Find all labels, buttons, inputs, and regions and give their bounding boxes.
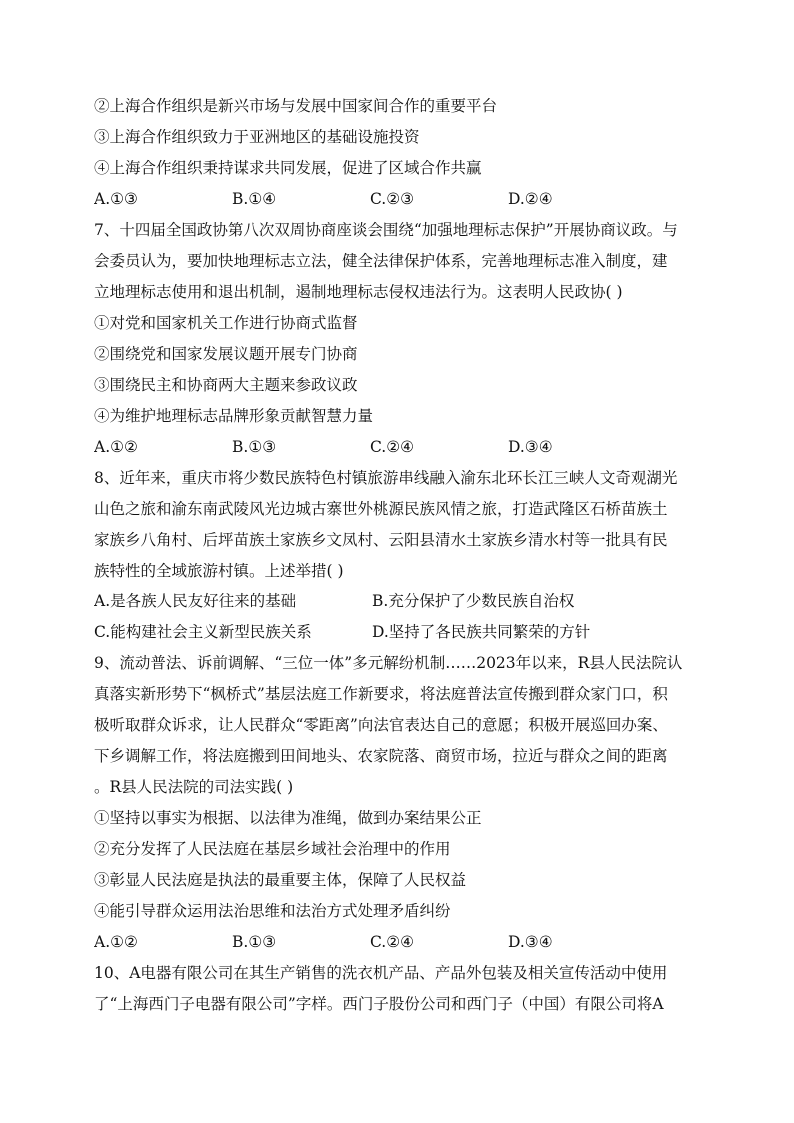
q8-stem-line-1: 8、近年来，重庆市将少数民族特色村镇旅游串线融入渝东北环长江三峡人文奇观湖光: [94, 469, 678, 487]
q8-stem-line-4: 族特性的全域旅游村镇。上述举措( ): [94, 562, 344, 580]
q9-option-d[interactable]: D.③④: [508, 933, 553, 951]
q8-options-row-2: [94, 622, 706, 642]
q10-stem-line-2: 了“上海西门子电器有限公司”字样。西门子股份公司和西门子（中国）有限公司将A: [94, 995, 664, 1013]
q9-stem-line-1: 9、流动普法、诉前调解、“三位一体”多元解纷机制……2023年以来，R县人民法院认: [94, 654, 683, 672]
q8-option-b[interactable]: B.充分保护了少数民族自治权: [372, 592, 575, 610]
q9-item-2: ②充分发挥了人民法庭在基层乡域社会治理中的作用: [94, 840, 451, 858]
q8-option-c[interactable]: C.能构建社会主义新型民族关系: [94, 623, 312, 641]
q7-item-1: ①对党和国家机关工作进行协商式监督: [94, 314, 358, 332]
q6-item-3: ③上海合作组织致力于亚洲地区的基础设施投资: [94, 128, 420, 146]
q9-stem-line-4: 下乡调解工作，将法庭搬到田间地头、农家院落、商贸市场，拉近与群众之间的距离: [94, 747, 668, 765]
q8-option-d[interactable]: D.坚持了各民族共同繁荣的方针: [372, 623, 591, 641]
q9-item-4: ④能引导群众运用法治思维和法治方式处理矛盾纠纷: [94, 902, 451, 920]
q8-option-a[interactable]: A.是各族人民友好往来的基础: [94, 592, 297, 610]
q10-stem-line-1: 10、A电器有限公司在其生产销售的洗衣机产品、产品外包装及相关宣传活动中使用: [94, 964, 668, 982]
q7-option-b[interactable]: B.①③: [232, 438, 277, 456]
q9-stem-line-3: 极听取群众诉求，让人民群众“零距离”向法官表达自己的意愿；积极开展巡回办案、: [94, 716, 668, 734]
q6-option-c[interactable]: C.②③: [370, 190, 415, 208]
q9-stem-line-5: 。R县人民法院的司法实践( ): [94, 778, 294, 796]
q7-option-c[interactable]: C.②④: [370, 438, 415, 456]
q9-options: [94, 932, 706, 952]
q7-options: [94, 437, 706, 457]
q8-stem-line-2: 山色之旅和渝东南武陵风光边城古寨世外桃源民族风情之旅，打造武隆区石桥苗族土: [94, 500, 668, 518]
q6-options: [94, 189, 706, 209]
q9-option-b[interactable]: B.①③: [232, 933, 277, 951]
q7-stem-line-1: 7、十四届全国政协第八次双周协商座谈会围绕“加强地理标志保护”开展协商议政。与: [94, 221, 678, 239]
q6-option-d[interactable]: D.②④: [508, 190, 553, 208]
q9-item-3: ③彰显人民法庭是执法的最重要主体，保障了人民权益: [94, 871, 467, 889]
q9-stem-line-2: 真落实新形势下“枫桥式”基层法庭工作新要求，将法庭普法宣传搬到群众家门口，积: [94, 685, 668, 703]
q9-option-c[interactable]: C.②④: [370, 933, 415, 951]
q9-item-1: ①坚持以事实为根据、以法律为准绳，做到办案结果公正: [94, 809, 482, 827]
q8-stem-line-3: 家族乡八角村、后坪苗族土家族乡文凤村、云阳县清水土家族乡清水村等一批具有民: [94, 531, 668, 549]
q7-item-4: ④为维护地理标志品牌形象贡献智慧力量: [94, 407, 374, 425]
q6-option-b[interactable]: B.①④: [232, 190, 277, 208]
q7-option-a[interactable]: A.①②: [94, 438, 138, 456]
q7-item-2: ②围绕党和国家发展议题开展专门协商: [94, 345, 358, 363]
q7-stem-line-2: 会委员认为，要加快地理标志立法，健全法律保护体系，完善地理标志准入制度，建: [94, 252, 668, 270]
q6-item-4: ④上海合作组织秉持谋求共同发展，促进了区域合作共赢: [94, 159, 482, 177]
q6-item-2: ②上海合作组织是新兴市场与发展中国家间合作的重要平台: [94, 97, 498, 115]
q9-option-a[interactable]: A.①②: [94, 933, 138, 951]
q6-option-a[interactable]: A.①③: [94, 190, 138, 208]
q7-stem-line-3: 立地理标志使用和退出机制，遏制地理标志侵权违法行为。这表明人民政协( ): [94, 283, 623, 301]
q7-option-d[interactable]: D.③④: [508, 438, 553, 456]
q7-item-3: ③围绕民主和协商两大主题来参政议政: [94, 376, 358, 394]
q8-options-row-1: [94, 591, 706, 611]
